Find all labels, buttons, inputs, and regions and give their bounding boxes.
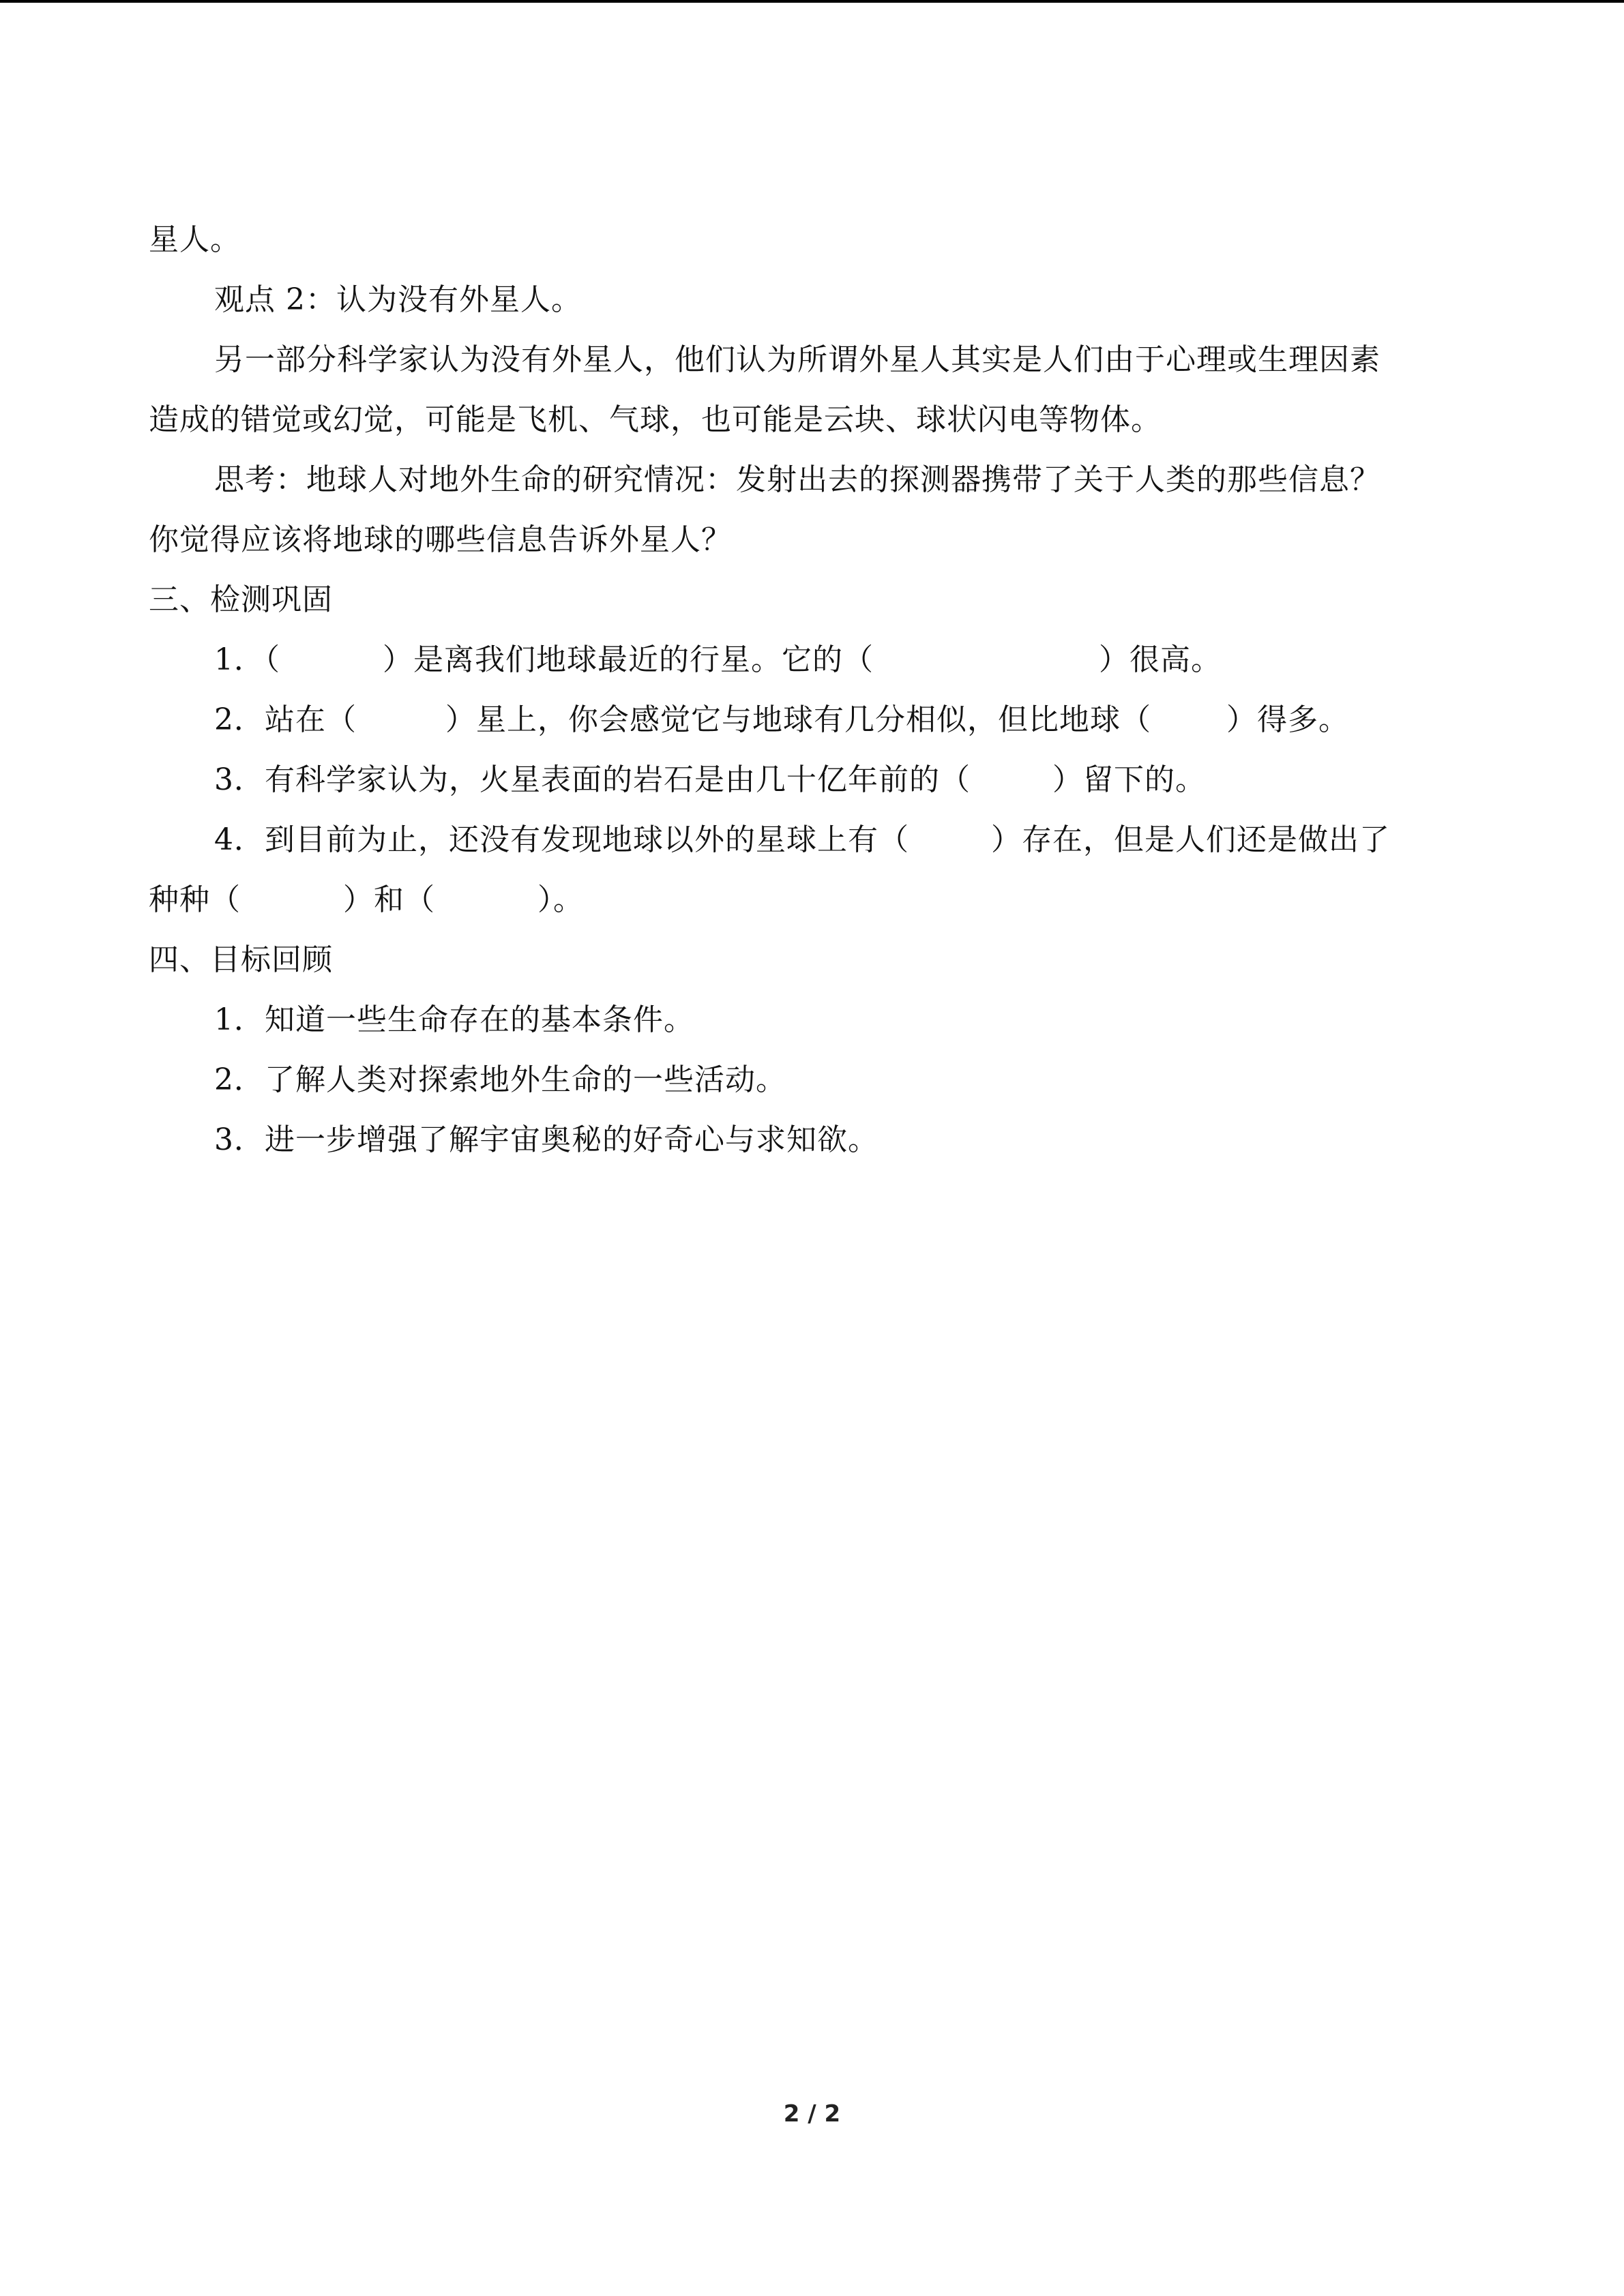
- viewpoint-2-heading: 观点 2：认为没有外星人。: [214, 282, 582, 317]
- question-text: 种种（: [149, 882, 241, 917]
- question-text: 3．有科学家认为，火星表面的岩石是由几十亿年前的（: [214, 762, 971, 797]
- section-heading-3: 三、检测巩固: [149, 582, 333, 617]
- question-text: 2．站在（: [214, 702, 357, 737]
- question-2: [149, 690, 1486, 750]
- question-text: ）留下的。: [1052, 762, 1206, 797]
- document-body: [149, 210, 1486, 1170]
- goal-item: 3．进一步增强了解宇宙奥秘的好奇心与求知欲。: [214, 1122, 879, 1157]
- question-1: [149, 630, 1486, 690]
- question-text: ）存在，但是人们还是做出了: [991, 822, 1390, 857]
- question-text: ）是离我们地球最近的行星。它的（: [383, 642, 874, 677]
- question-text: ）和（: [343, 882, 435, 917]
- goal-item: 2．了解人类对探索地外生命的一些活动。: [214, 1062, 786, 1097]
- thinking-question: 思考：地球人对地外生命的研究情况：发射出去的探测器携带了关于人类的那些信息？: [214, 462, 1381, 497]
- question-4-continued: [149, 870, 1486, 930]
- question-text: 4．到目前为止，还没有发现地球以外的星球上有（: [214, 822, 909, 857]
- question-3: [149, 750, 1486, 810]
- question-text: 1．（: [214, 642, 280, 677]
- paragraph-line: 星人。: [149, 222, 241, 257]
- paragraph-line: 另一部分科学家认为没有外星人，他们认为所谓外星人其实是人们由于心理或生理因素: [214, 342, 1381, 377]
- section-heading-4: 四、目标回顾: [149, 942, 333, 977]
- question-text: ）。: [537, 882, 584, 917]
- paragraph-line: 你觉得应该将地球的哪些信息告诉外星人？: [149, 522, 732, 557]
- question-text: ）很高。: [1099, 642, 1222, 677]
- question-text: ）得多。: [1226, 702, 1349, 737]
- question-4: [149, 810, 1486, 870]
- page-number: 2 / 2: [783, 2100, 841, 2128]
- paragraph-line: 造成的错觉或幻觉，可能是飞机、气球，也可能是云块、球状闪电等物体。: [149, 402, 1162, 437]
- question-text: ）星上，你会感觉它与地球有几分相似，但比地球（: [445, 702, 1151, 737]
- goal-item: 1．知道一些生命存在的基本条件。: [214, 1002, 694, 1037]
- top-border-line: [0, 0, 1624, 3]
